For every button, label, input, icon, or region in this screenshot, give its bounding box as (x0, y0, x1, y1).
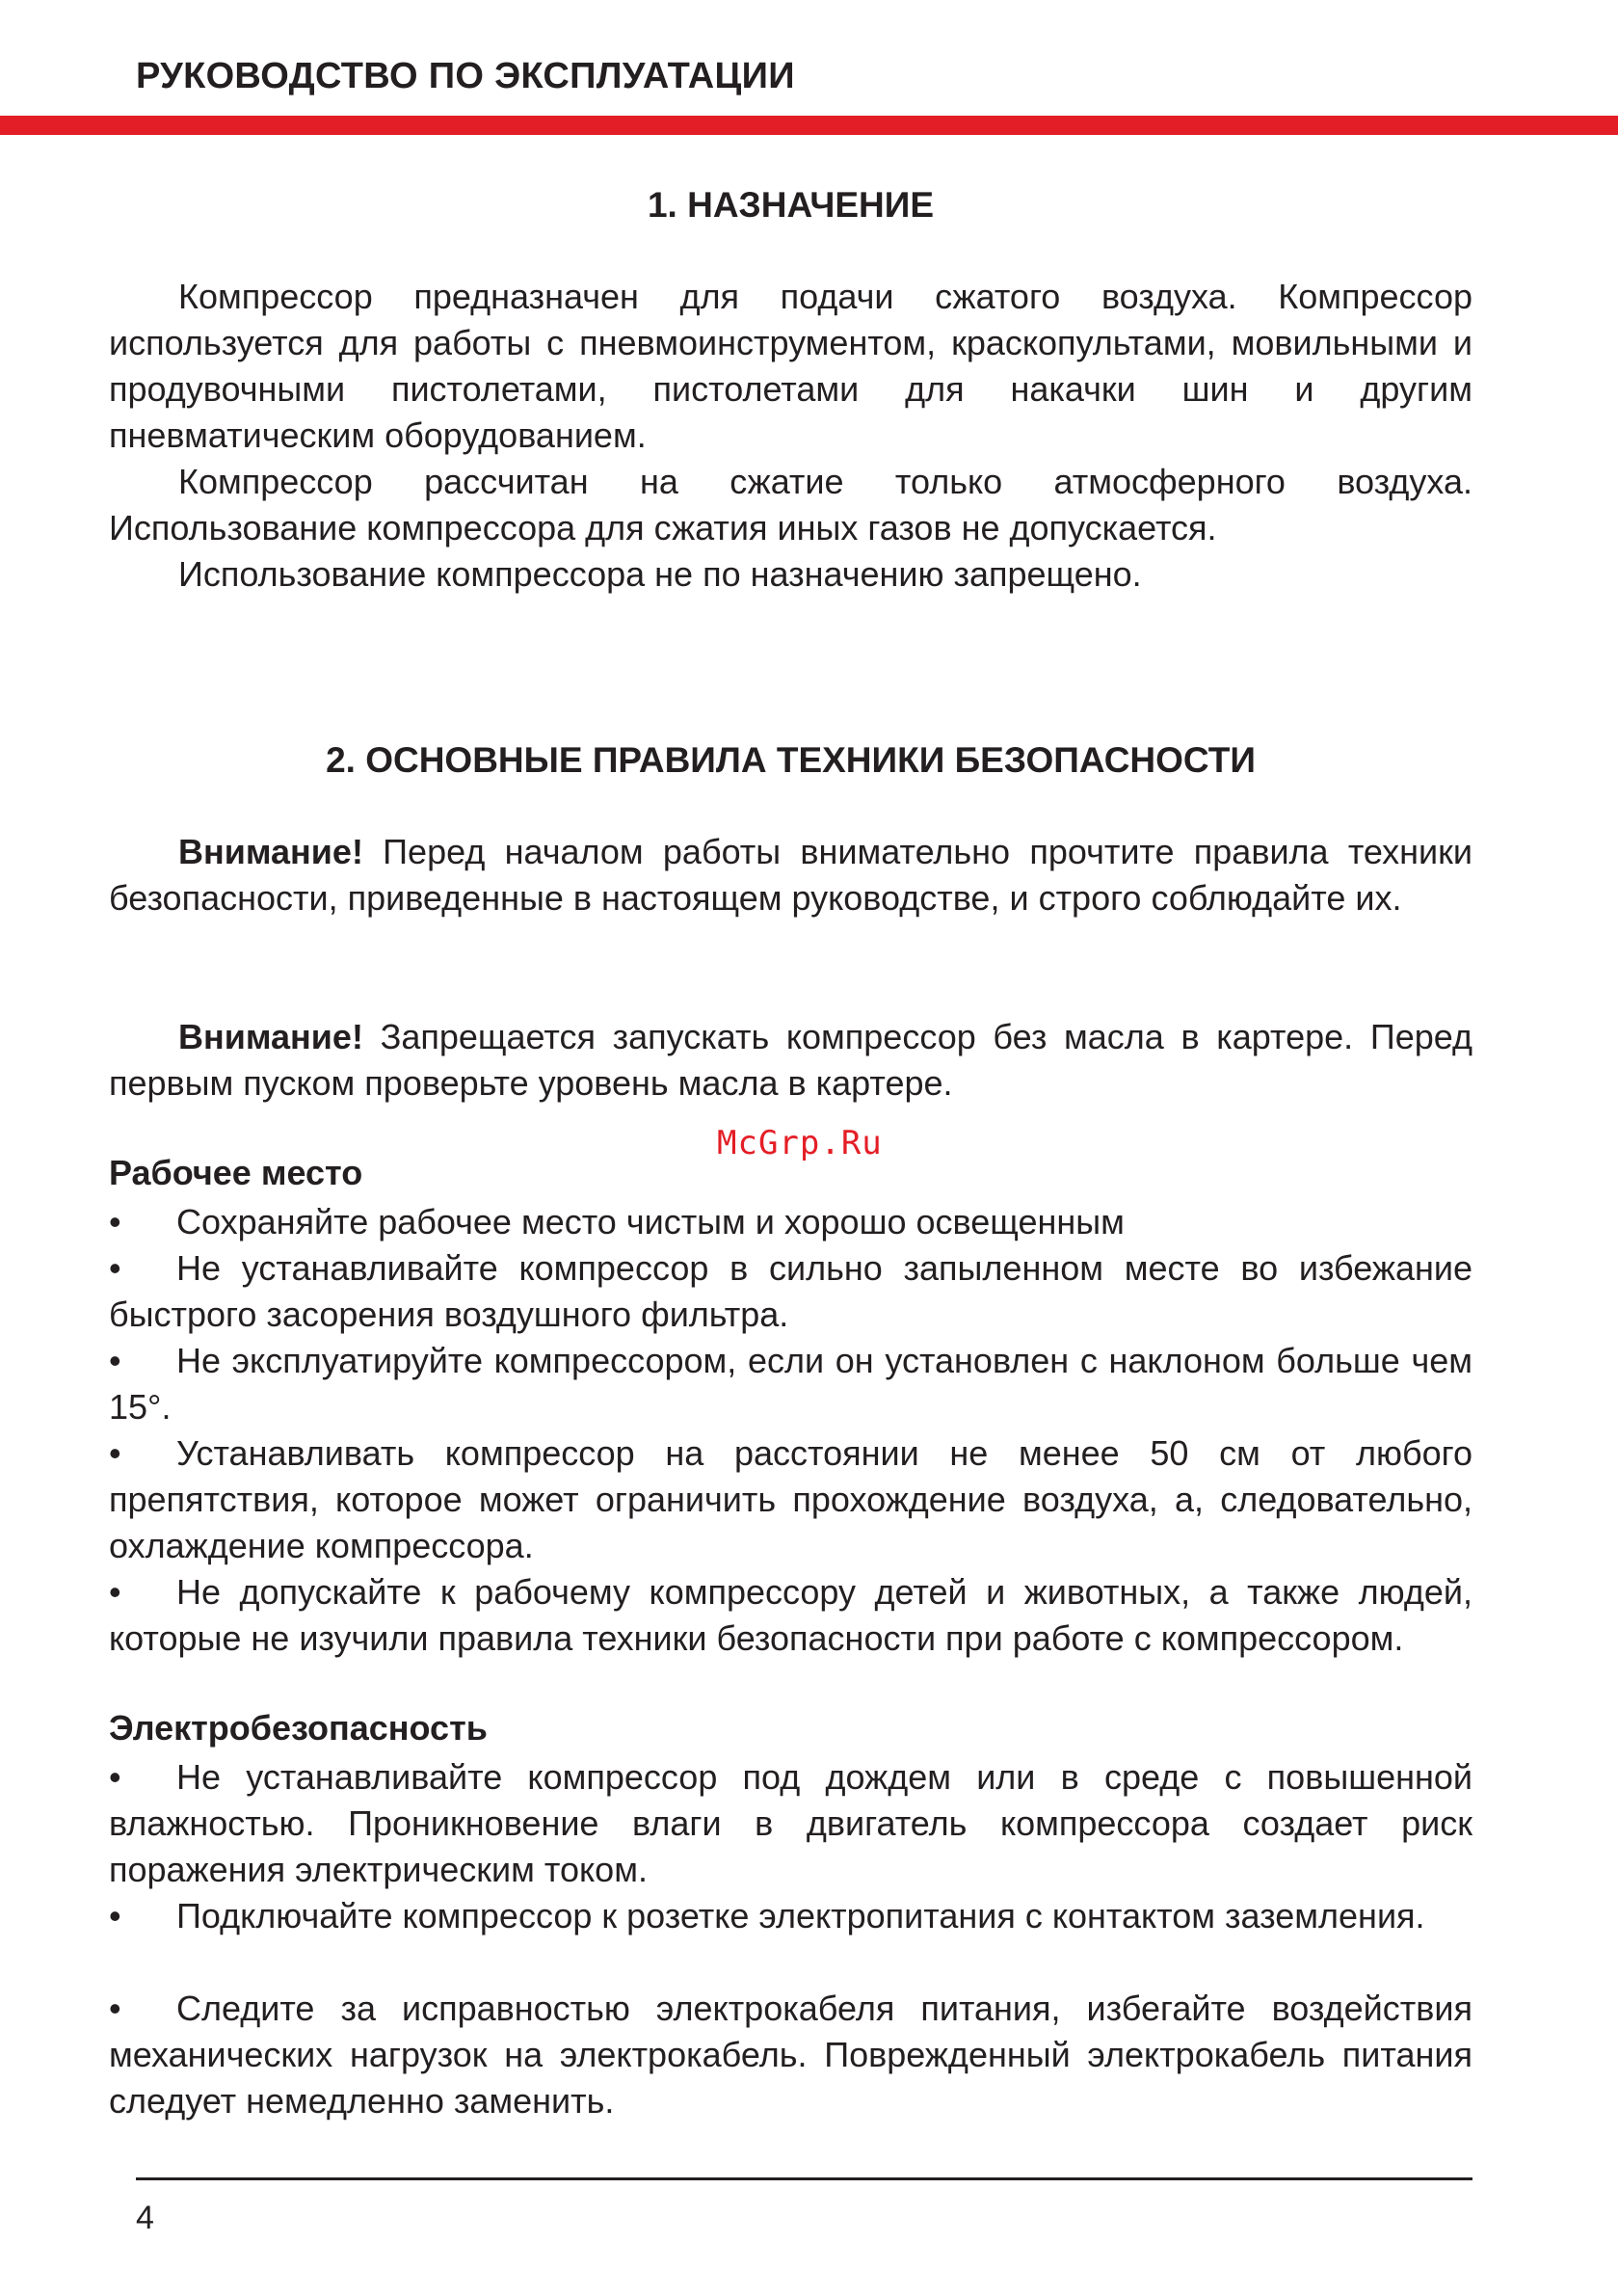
list-item (109, 1430, 1472, 1569)
bullet-icon: • (109, 1248, 121, 1288)
list-item (109, 1986, 1472, 2124)
running-header-title: РУКОВОДСТВО ПО ЭКСПЛУАТАЦИИ (136, 56, 795, 96)
bullet-icon: • (109, 1202, 121, 1241)
warning-label: Внимание! (178, 1017, 363, 1056)
list-item-text: Не устанавливайте компрессор в сильно запыленном месте во избежание быстрого засорения воздушного фильтра. (109, 1248, 1472, 1334)
list-item-text: Следите за исправностью электрокабеля питания, избегайте воздействия механических нагрузок на электрокабель. Поврежденный электрокабель питания следует немедленно заменить. (109, 1989, 1472, 2121)
section-1-paragraph-2: Компрессор рассчитан на сжатие только атмосферного воздуха. Использование компрессора для сжатия иных газов не допускается. (109, 462, 1472, 547)
list-item-text: Подключайте компрессор к розетке электропитания с контактом заземления. (176, 1896, 1425, 1936)
list-item-text: Не эксплуатируйте компрессором, если он установлен с наклоном больше чем 15°. (109, 1341, 1472, 1427)
section-1-paragraph-3: Использование компрессора не по назначению запрещено. (178, 554, 1142, 594)
bullet-icon: • (109, 1341, 121, 1380)
list-item-text: Не устанавливайте компрессор под дождем или в среде с повышенной влажностью. Проникновение влаги в двигатель компрессора создает риск поражения электрическим током. (109, 1757, 1472, 1889)
section-1-paragraph-1: Компрессор предназначен для подачи сжатого воздуха. Компрессор используется для работы с пневмоинструментом, краскопультами, мовильными и продувочными пистолетами, пистолетами для накачки шин и другим пневматическим оборудованием. (109, 277, 1472, 455)
list-item (109, 1754, 1472, 1893)
list-item-text: Не допускайте к рабочему компрессору детей и животных, а также людей, которые не изучили правила техники безопасности при работе с компрессором. (109, 1572, 1472, 1658)
bullet-icon: • (109, 1757, 121, 1797)
section-1-heading: 1. НАЗНАЧЕНИЕ (647, 185, 935, 225)
list-item-text: Сохраняйте рабочее место чистым и хорошо освещенным (176, 1202, 1125, 1241)
footer-rule (136, 2177, 1472, 2180)
warning-text: Запрещается запускать компрессор без масла в картере. Перед первым пуском проверьте уровень масла в картере. (109, 1017, 1472, 1103)
warning-paragraph-1 (109, 829, 1472, 921)
warning-paragraph-2 (109, 1014, 1472, 1107)
bullet-icon: • (109, 1572, 121, 1612)
page-number: 4 (136, 2200, 154, 2236)
electrical-safety-heading: Электробезопасность (109, 1708, 488, 1748)
list-item (109, 1569, 1472, 1662)
list-item (109, 1338, 1472, 1430)
bullet-icon: • (109, 1896, 121, 1936)
watermark: McGrp.Ru (717, 1124, 883, 1162)
warning-label: Внимание! (178, 832, 363, 871)
list-item (109, 1199, 1472, 1245)
list-item-text: Устанавливать компрессор на расстоянии не менее 50 см от любого препятствия, которое может ограничить прохождение воздуха, а, следовательно, охлаждение компрессора. (109, 1433, 1472, 1565)
list-item (109, 1245, 1472, 1338)
header-red-bar (0, 116, 1618, 135)
bullet-icon: • (109, 1433, 121, 1473)
section-2-heading: 2. ОСНОВНЫЕ ПРАВИЛА ТЕХНИКИ БЕЗОПАСНОСТИ (326, 740, 1256, 780)
list-item (109, 1893, 1472, 1939)
warning-text: Перед началом работы внимательно прочтите правила техники безопасности, приведенные в настоящем руководстве, и строго соблюдайте их. (109, 832, 1472, 918)
workplace-heading: Рабочее место (109, 1153, 363, 1192)
bullet-icon: • (109, 1989, 121, 2028)
